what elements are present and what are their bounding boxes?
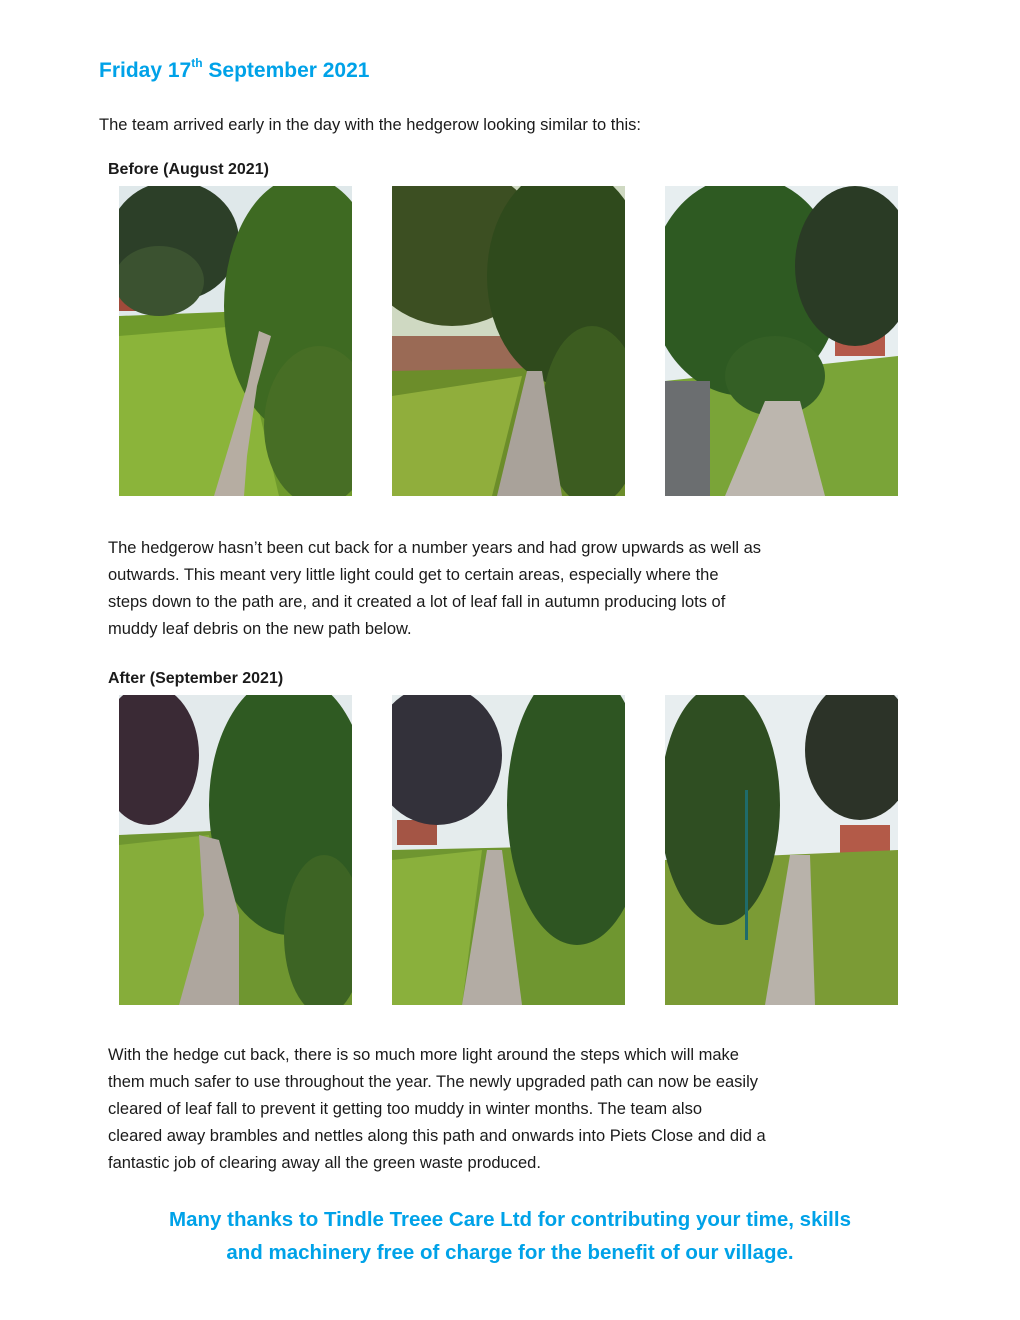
paragraph-line: The hedgerow hasn’t been cut back for a number years and had grow upwards as well as — [108, 539, 762, 557]
paragraph-after-description — [108, 1042, 928, 1177]
paragraph-line: muddy leaf debris on the new path below. — [108, 620, 412, 638]
before-photo-3 — [665, 186, 898, 496]
after-photo-1 — [119, 695, 352, 1005]
after-photo-3 — [665, 695, 898, 1005]
paragraph-line: them much safer to use throughout the year. The newly upgraded path can now be easily — [108, 1073, 759, 1091]
before-photo-2 — [392, 186, 625, 496]
paragraph-line: outwards. This meant very little light could get to certain areas, especially where the — [108, 566, 719, 584]
paragraph-line: cleared of leaf fall to prevent it getting too muddy in winter months. The team also — [108, 1100, 703, 1118]
thanks-message — [0, 1203, 1020, 1269]
after-caption: After (September 2021) — [108, 670, 284, 687]
thanks-line: Many thanks to Tindle Treee Care Ltd for contributing your time, skills — [169, 1208, 851, 1231]
paragraph-line: steps down to the path are, and it created a lot of leaf fall in autumn producing lots of — [108, 593, 726, 611]
paragraph-before-description — [108, 535, 928, 643]
intro-text: The team arrived early in the day with the hedgerow looking similar to this: — [99, 116, 642, 134]
thanks-line: and machinery free of charge for the benefit of our village. — [226, 1241, 794, 1264]
page-title: Friday 17th September 2021 — [99, 56, 370, 82]
paragraph-line: fantastic job of clearing away all the green waste produced. — [108, 1154, 541, 1172]
before-photo-1 — [119, 186, 352, 496]
after-photo-2 — [392, 695, 625, 1005]
paragraph-line: cleared away brambles and nettles along this path and onwards into Piets Close and did a — [108, 1127, 766, 1145]
paragraph-line: With the hedge cut back, there is so much more light around the steps which will make — [108, 1046, 739, 1064]
before-caption: Before (August 2021) — [108, 161, 269, 178]
